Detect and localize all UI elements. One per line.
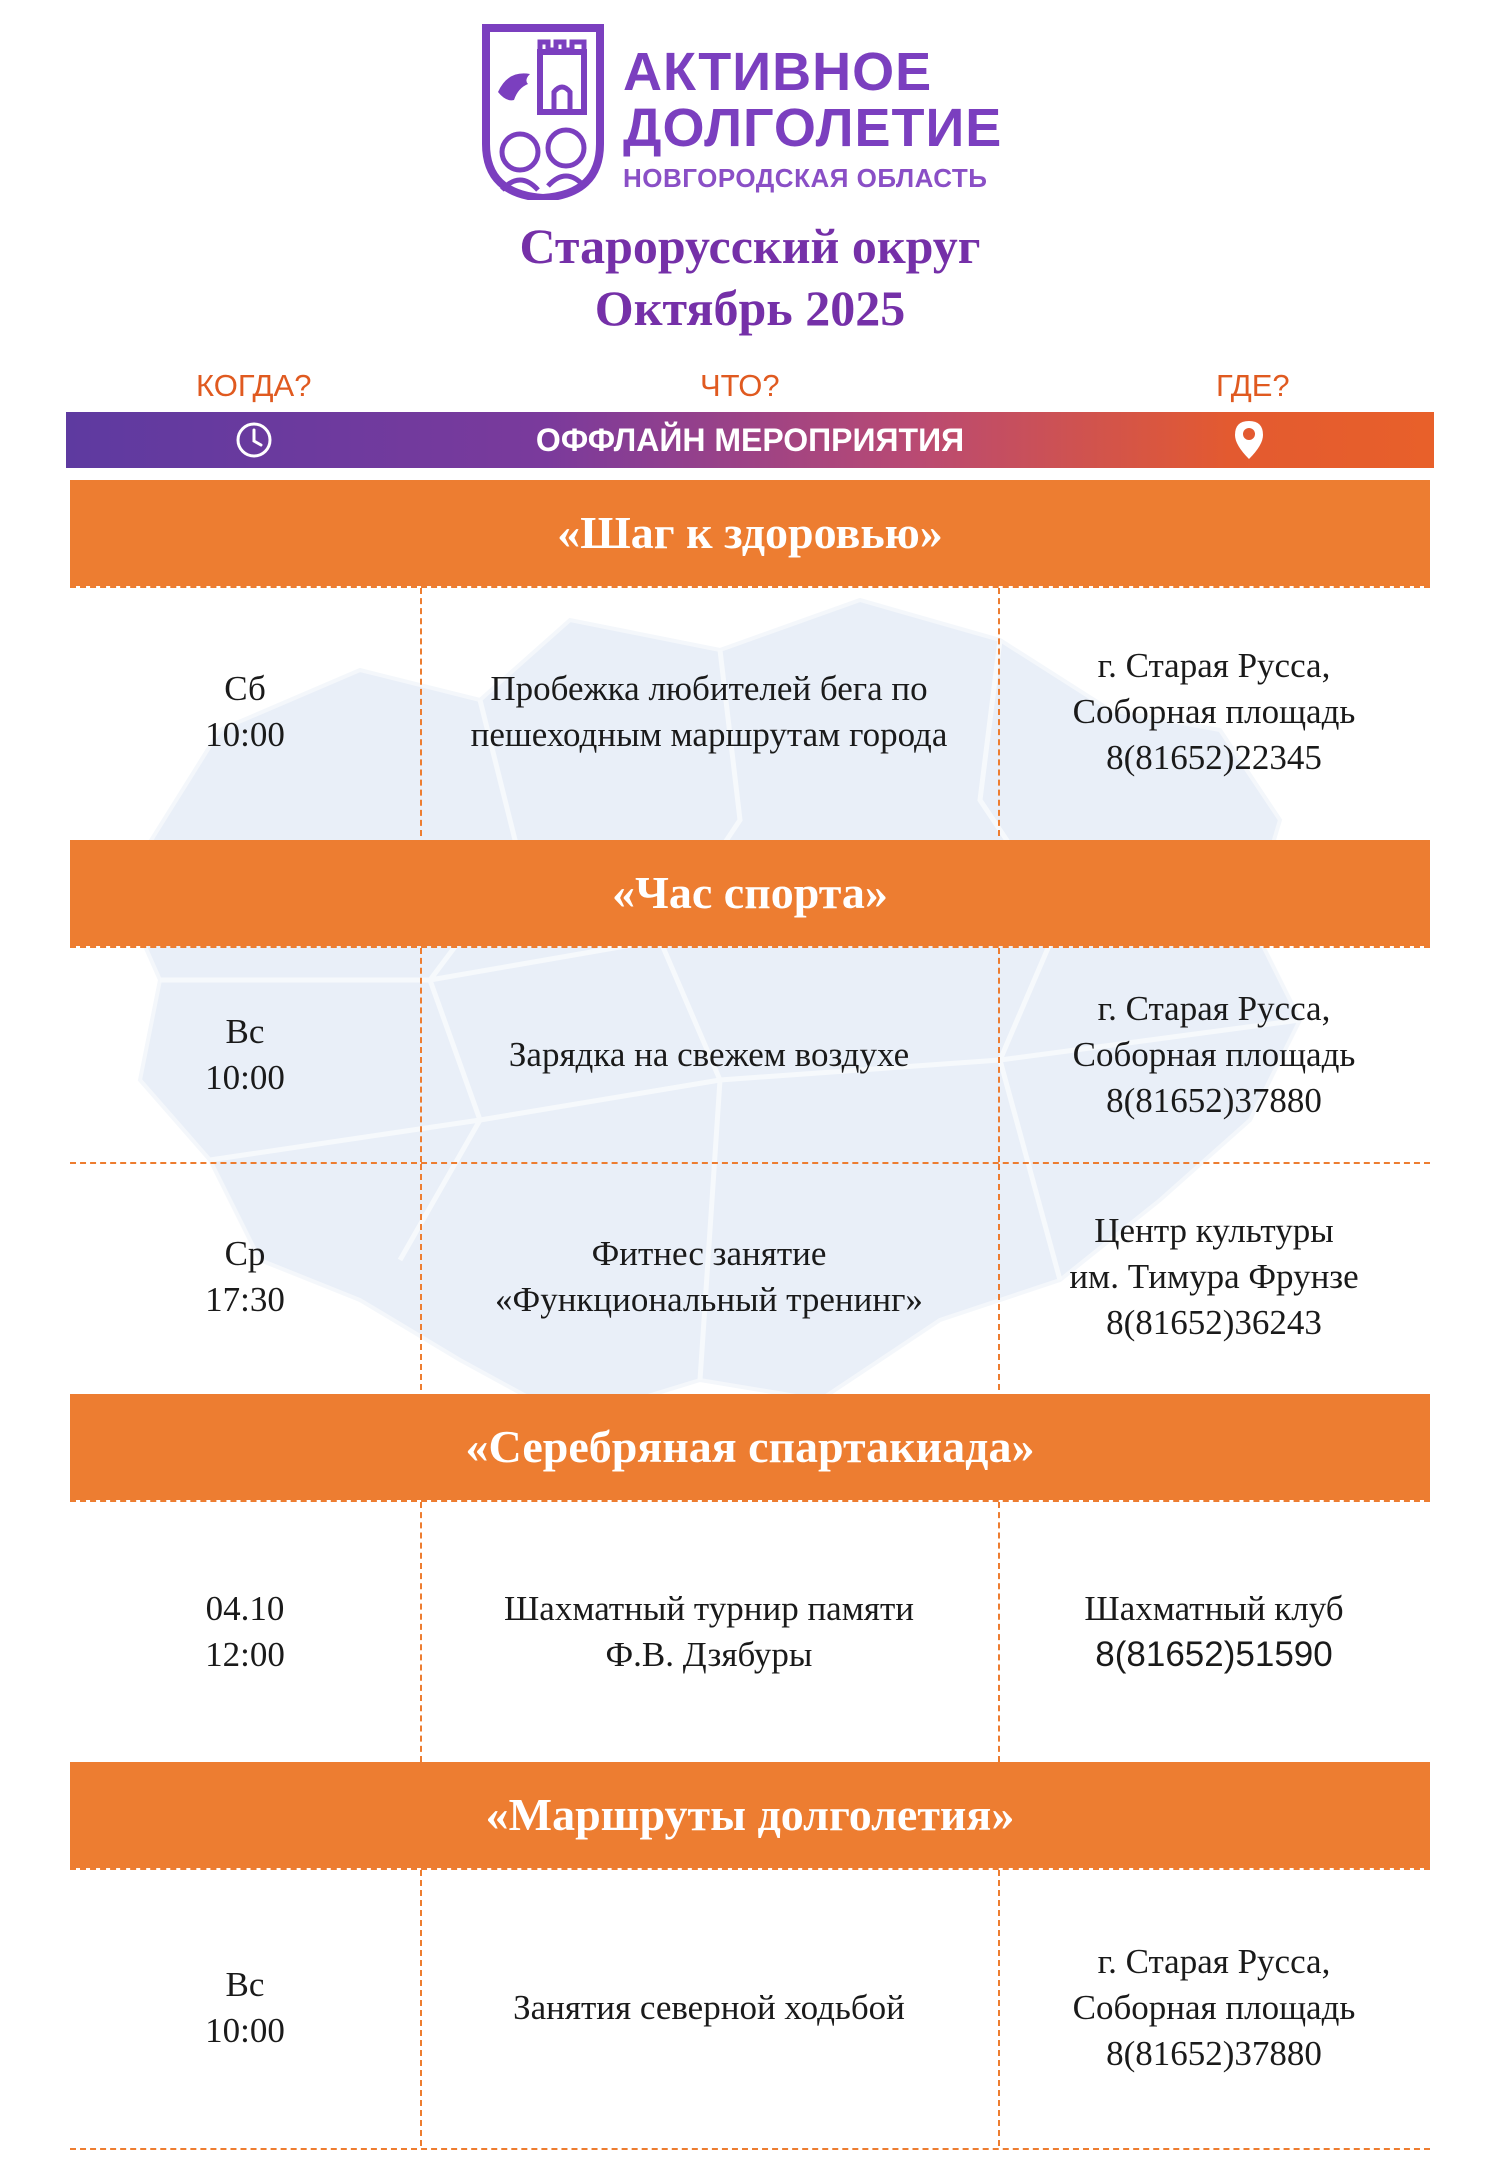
- section-title: «Час спорта»: [70, 840, 1430, 946]
- event-place-line: г. Старая Русса,: [1097, 1942, 1331, 1981]
- event-row: [70, 948, 1430, 1162]
- event-what: [420, 1870, 998, 2146]
- event-desc-line: пешеходным маршрутам города: [470, 715, 948, 754]
- event-row: [70, 1502, 1430, 1762]
- logo: [478, 22, 1038, 200]
- event-day: Сб: [224, 669, 266, 708]
- district-title: Старорусский округ: [519, 218, 981, 274]
- emblem-icon: [478, 22, 608, 200]
- logo-title-line1: АКТИВНОЕ: [623, 42, 933, 102]
- period-title: Октябрь 2025: [594, 280, 906, 336]
- band-title: ОФФЛАЙН МЕРОПРИЯТИЯ: [535, 422, 965, 458]
- event-place-line: г. Старая Русса,: [1097, 646, 1331, 685]
- event-place-line: им. Тимура Фрунзе: [1069, 1257, 1359, 1296]
- event-where: [998, 588, 1430, 836]
- section-title: «Серебряная спартакиада»: [70, 1394, 1430, 1500]
- event-row: [70, 1164, 1430, 1390]
- section-title: «Маршруты долголетия»: [70, 1762, 1430, 1868]
- event-what: [420, 1502, 998, 1762]
- event-day: Вс: [225, 1012, 265, 1051]
- event-phone: 8(81652)37880: [1106, 2034, 1322, 2073]
- row-divider: [70, 2148, 1430, 2150]
- event-desc-line: Фитнес занятие: [591, 1234, 827, 1273]
- logo-subtitle: НОВГОРОДСКАЯ ОБЛАСТЬ: [623, 163, 988, 193]
- event-where: [998, 1164, 1430, 1390]
- event-desc-line: Зарядка на свежем воздухе: [508, 1035, 910, 1074]
- event-time: 12:00: [205, 1635, 285, 1674]
- event-row: [70, 1870, 1430, 2146]
- event-phone: 8(81652)36243: [1106, 1303, 1322, 1342]
- event-time: 10:00: [205, 1058, 285, 1097]
- event-place-line: Соборная площадь: [1072, 1035, 1356, 1074]
- event-phone: 8(81652)51590: [1095, 1635, 1333, 1674]
- event-time: 10:00: [205, 2011, 285, 2050]
- event-where: [998, 948, 1430, 1162]
- event-desc-line: Ф.В. Дзябуры: [605, 1635, 813, 1674]
- offline-events-band: [66, 412, 1434, 468]
- event-row: [70, 588, 1430, 836]
- event-place-line: Шахматный клуб: [1084, 1589, 1344, 1628]
- map-pin-icon: [1232, 419, 1266, 461]
- event-when: [70, 948, 420, 1162]
- event-phone: 8(81652)22345: [1106, 738, 1322, 777]
- event-place-line: Соборная площадь: [1072, 1988, 1356, 2027]
- event-time: 17:30: [205, 1280, 285, 1319]
- header-where: ГДЕ?: [1216, 368, 1290, 403]
- event-desc-line: «Функциональный тренинг»: [495, 1280, 923, 1319]
- event-phone: 8(81652)37880: [1106, 1081, 1322, 1120]
- event-desc-line: Пробежка любителей бега по: [490, 669, 928, 708]
- event-what: [420, 948, 998, 1162]
- header-when: КОГДА?: [196, 368, 312, 403]
- event-what: [420, 1164, 998, 1390]
- event-when: [70, 588, 420, 836]
- logo-text: [623, 44, 1002, 194]
- event-place-line: Центр культуры: [1094, 1211, 1334, 1250]
- event-what: [420, 588, 998, 836]
- event-desc-line: Шахматный турнир памяти: [504, 1589, 914, 1628]
- event-when: [70, 1164, 420, 1390]
- section-title: «Шаг к здоровью»: [70, 480, 1430, 586]
- event-time: 10:00: [205, 715, 285, 754]
- event-when: [70, 1870, 420, 2146]
- event-day: Вс: [225, 1965, 265, 2004]
- event-place-line: Соборная площадь: [1072, 692, 1356, 731]
- event-when: [70, 1502, 420, 1762]
- event-where: [998, 1870, 1430, 2146]
- event-place-line: г. Старая Русса,: [1097, 989, 1331, 1028]
- header-what: ЧТО?: [700, 368, 780, 403]
- event-desc-line: Занятия северной ходьбой: [513, 1988, 905, 2027]
- event-date: 04.10: [205, 1589, 285, 1628]
- logo-title-line2: ДОЛГОЛЕТИЕ: [623, 98, 1003, 158]
- column-headers: [0, 368, 1500, 408]
- event-where: [998, 1502, 1430, 1762]
- event-day: Ср: [224, 1234, 266, 1273]
